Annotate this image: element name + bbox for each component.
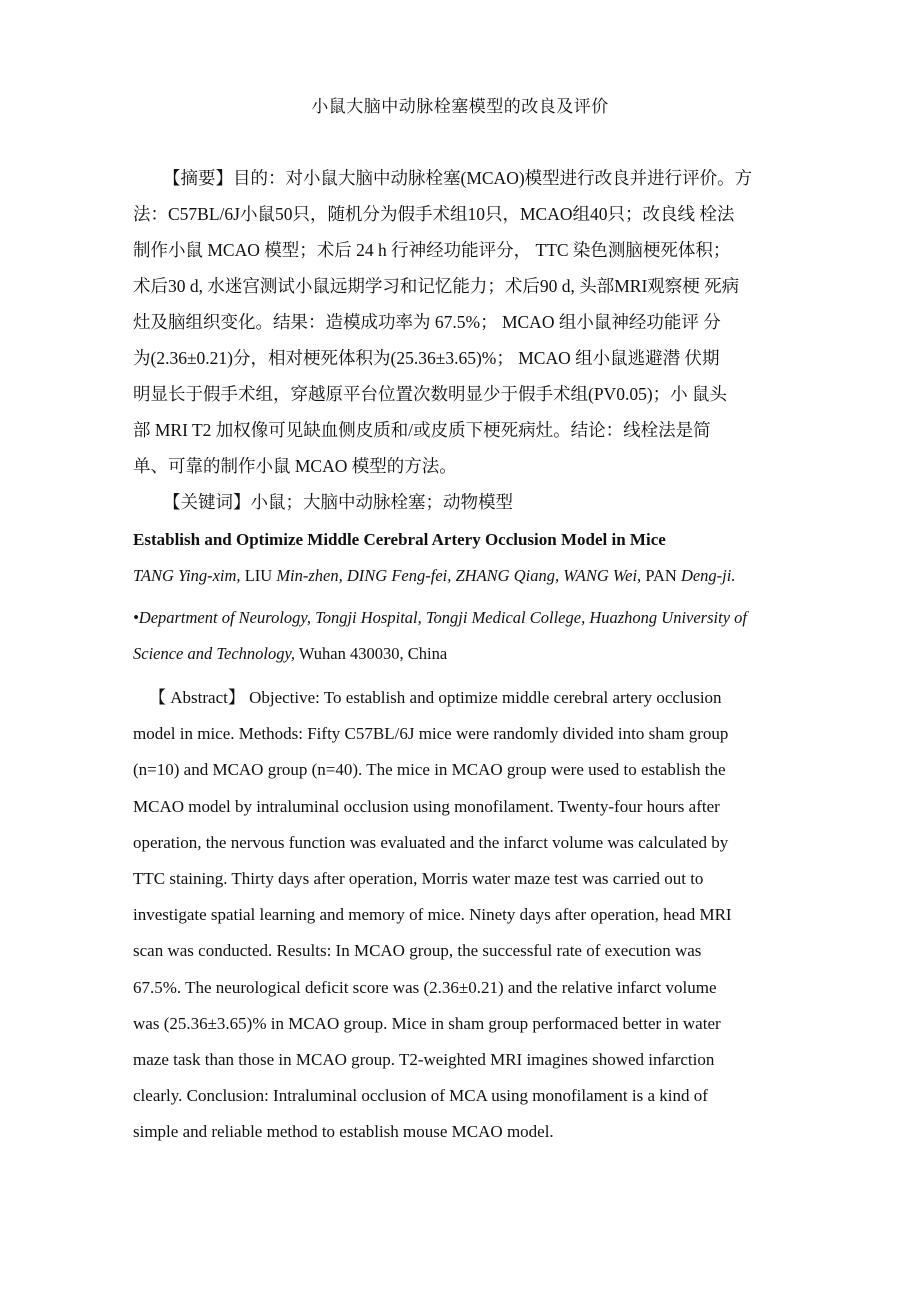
- cn-abstract-line: 法：C57BL/6J小鼠50只，随机分为假手术组10只，MCAO组40只；改良线 栓法: [133, 204, 735, 224]
- author-group-given: Min-zhen, DING Feng-fei, ZHANG Qiang, WANG Wei,: [276, 566, 642, 585]
- affiliation-line-2: [133, 636, 813, 672]
- en-abstract-line: 【 Abstract】 Objective: To establish and optimize middle cerebral artery occlusion: [149, 688, 722, 707]
- cn-abstract-line: 部 MRI T2 加权像可见缺血侧皮质和/或皮质下梗死病灶。结论：线栓法是简: [133, 420, 711, 440]
- cn-abstract-line: 单、可靠的制作小鼠 MCAO 模型的方法。: [133, 456, 457, 476]
- cn-abstract-line: 【摘要】目的：对小鼠大脑中动脉栓塞(MCAO)模型进行改良并进行评价。方: [163, 168, 753, 188]
- cn-abstract-line: 明显长于假手术组，穿越原平台位置次数明显少于假手术组(PV0.05)；小 鼠头: [133, 384, 728, 404]
- affiliation-city: Wuhan 430030, China: [295, 644, 448, 663]
- en-abstract-line: was (25.36±3.65)% in MCAO group. Mice in sham group performaced better in water: [133, 1013, 721, 1033]
- en-abstract-line: model in mice. Methods: Fifty C57BL/6J mice were randomly divided into sham group: [133, 724, 729, 744]
- affiliation-university: Science and Technology,: [133, 644, 296, 663]
- chinese-title: 小鼠大脑中动脉栓塞模型的改良及评价: [311, 97, 609, 116]
- en-abstract-line: 67.5%. The neurological deficit score was (2.36±0.21) and the relative infarct volume: [133, 977, 717, 997]
- en-abstract-line: TTC staining. Thirty days after operation, Morris water maze test was carried out to: [133, 868, 704, 888]
- en-abstract-line: maze task than those in MCAO group. T2-weighted MRI imagines showed infarction: [133, 1049, 715, 1069]
- en-abstract-line: clearly. Conclusion: Intraluminal occlusion of MCA using monofilament is a kind of: [133, 1086, 708, 1106]
- cn-abstract-line: 为(2.36±0.21)分，相对梗死体积为(25.36±3.65)%； MCAO 组小鼠逃避潜 伏期: [133, 348, 720, 368]
- cn-keywords: 【关键词】小鼠；大脑中动脉栓塞；动物模型: [163, 492, 513, 512]
- chinese-abstract: [133, 160, 793, 520]
- author-tang: TANG Ying-xim,: [133, 566, 241, 585]
- author-list: [133, 566, 735, 586]
- en-abstract-line: (n=10) and MCAO group (n=40). The mice in MCAO group were used to establish the: [133, 760, 726, 780]
- cn-abstract-line: 灶及脑组织变化。结果：造模成功率为 67.5%； MCAO 组小鼠神经功能评 分: [133, 312, 721, 332]
- english-title: Establish and Optimize Middle Cerebral Artery Occlusion Model in Mice: [133, 530, 666, 549]
- en-abstract-line: investigate spatial learning and memory of mice. Ninety days after operation, head MRI: [133, 905, 732, 925]
- en-abstract-line: operation, the nervous function was evaluated and the infarct volume was calculated by: [133, 832, 729, 852]
- affiliation-line-1: •Department of Neurology, Tongji Hospital, Tongji Medical College, Huazhong University of: [133, 608, 747, 627]
- author-pan-given: Deng-ji.: [680, 566, 736, 585]
- author-pan-surname: PAN: [641, 566, 681, 585]
- en-abstract-line: MCAO model by intraluminal occlusion using monofilament. Twenty-four hours after: [133, 796, 720, 816]
- cn-abstract-line: 制作小鼠 MCAO 模型；术后 24 h 行神经功能评分， TTC 染色测脑梗死体积；: [133, 240, 731, 260]
- english-abstract: [133, 680, 803, 1150]
- en-abstract-line: simple and reliable method to establish mouse MCAO model.: [133, 1122, 554, 1142]
- affiliation: [133, 600, 813, 672]
- en-abstract-line: scan was conducted. Results: In MCAO group, the successful rate of execution was: [133, 941, 702, 961]
- cn-abstract-line: 术后30 d, 水迷宫测试小鼠远期学习和记忆能力；术后90 d, 头部MRI观察梗 死病: [133, 276, 740, 296]
- author-liu-surname: LIU: [240, 566, 277, 585]
